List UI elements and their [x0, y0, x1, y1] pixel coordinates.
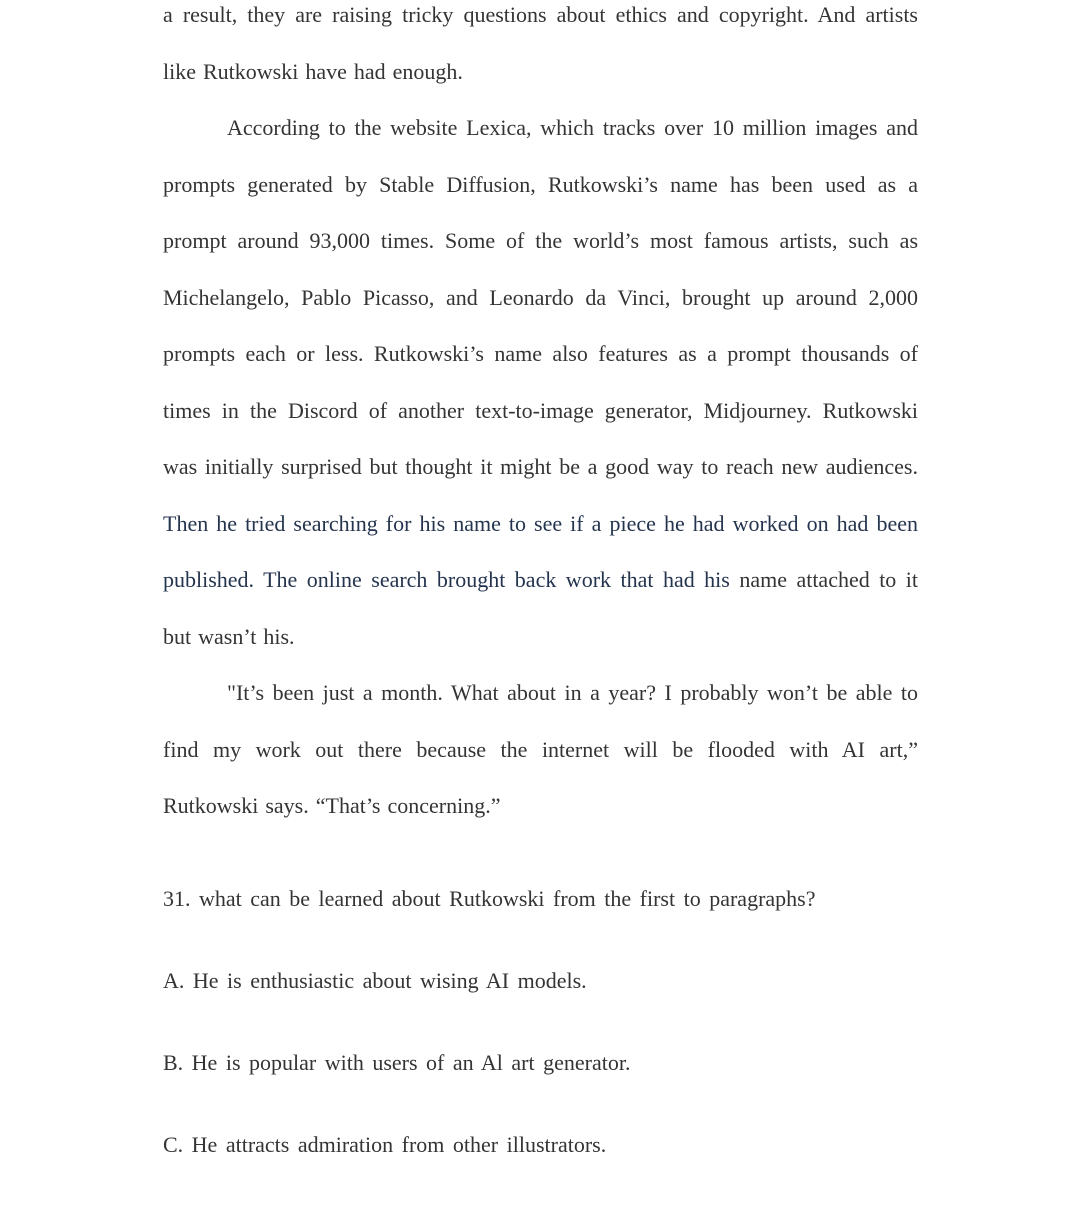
question-block	[163, 885, 918, 1159]
passage-text-run-emphasis: Then he tried searching for his name to see if a piece he had worked on had been published. The online search brought back work that had his	[163, 510, 918, 592]
passage-paragraph-quote	[163, 665, 918, 835]
reading-passage	[163, 0, 918, 835]
passage-text-run: a result, they are raising tricky questions about ethics and copyright. And artists like Rutkowski have had enough.	[163, 2, 918, 84]
option-a: A. He is enthusiastic about wising AI models.	[163, 967, 587, 993]
passage-text-run: name attached to it but wasn’t his.	[163, 567, 918, 649]
option-c: C. He attracts admiration from other illustrators.	[163, 1131, 607, 1157]
question-stem: 31. what can be learned about Rutkowski from the first to paragraphs?	[163, 885, 816, 911]
passage-text-run: According to the website Lexica, which tracks over 10 million images and prompts generated by Stable Diffusion, Rutkowski’s name has been used as a prompt around 93,000 times. Some of the world’s most famous artists, such as Michelangelo, Pablo Picasso, and Leonardo da Vinci, brought up around 2,000 prompts each or less. Rutkowski’s name also features as a prompt thousands of times in the Discord of another text-to-image generator, Midjourney. Rutkowski was initially surprised but thought it might be a good way to reach new audiences.	[163, 115, 918, 479]
passage-paragraph-continuation	[163, 0, 918, 100]
passage-paragraph-lexica	[163, 100, 918, 665]
option-b: B. He is popular with users of an Al art generator.	[163, 1049, 631, 1075]
passage-text-run: "It’s been just a month. What about in a year? I probably won’t be able to find my work out there because the internet will be flooded with AI art,” Rutkowski says. “That’s concerning.”	[163, 680, 918, 818]
